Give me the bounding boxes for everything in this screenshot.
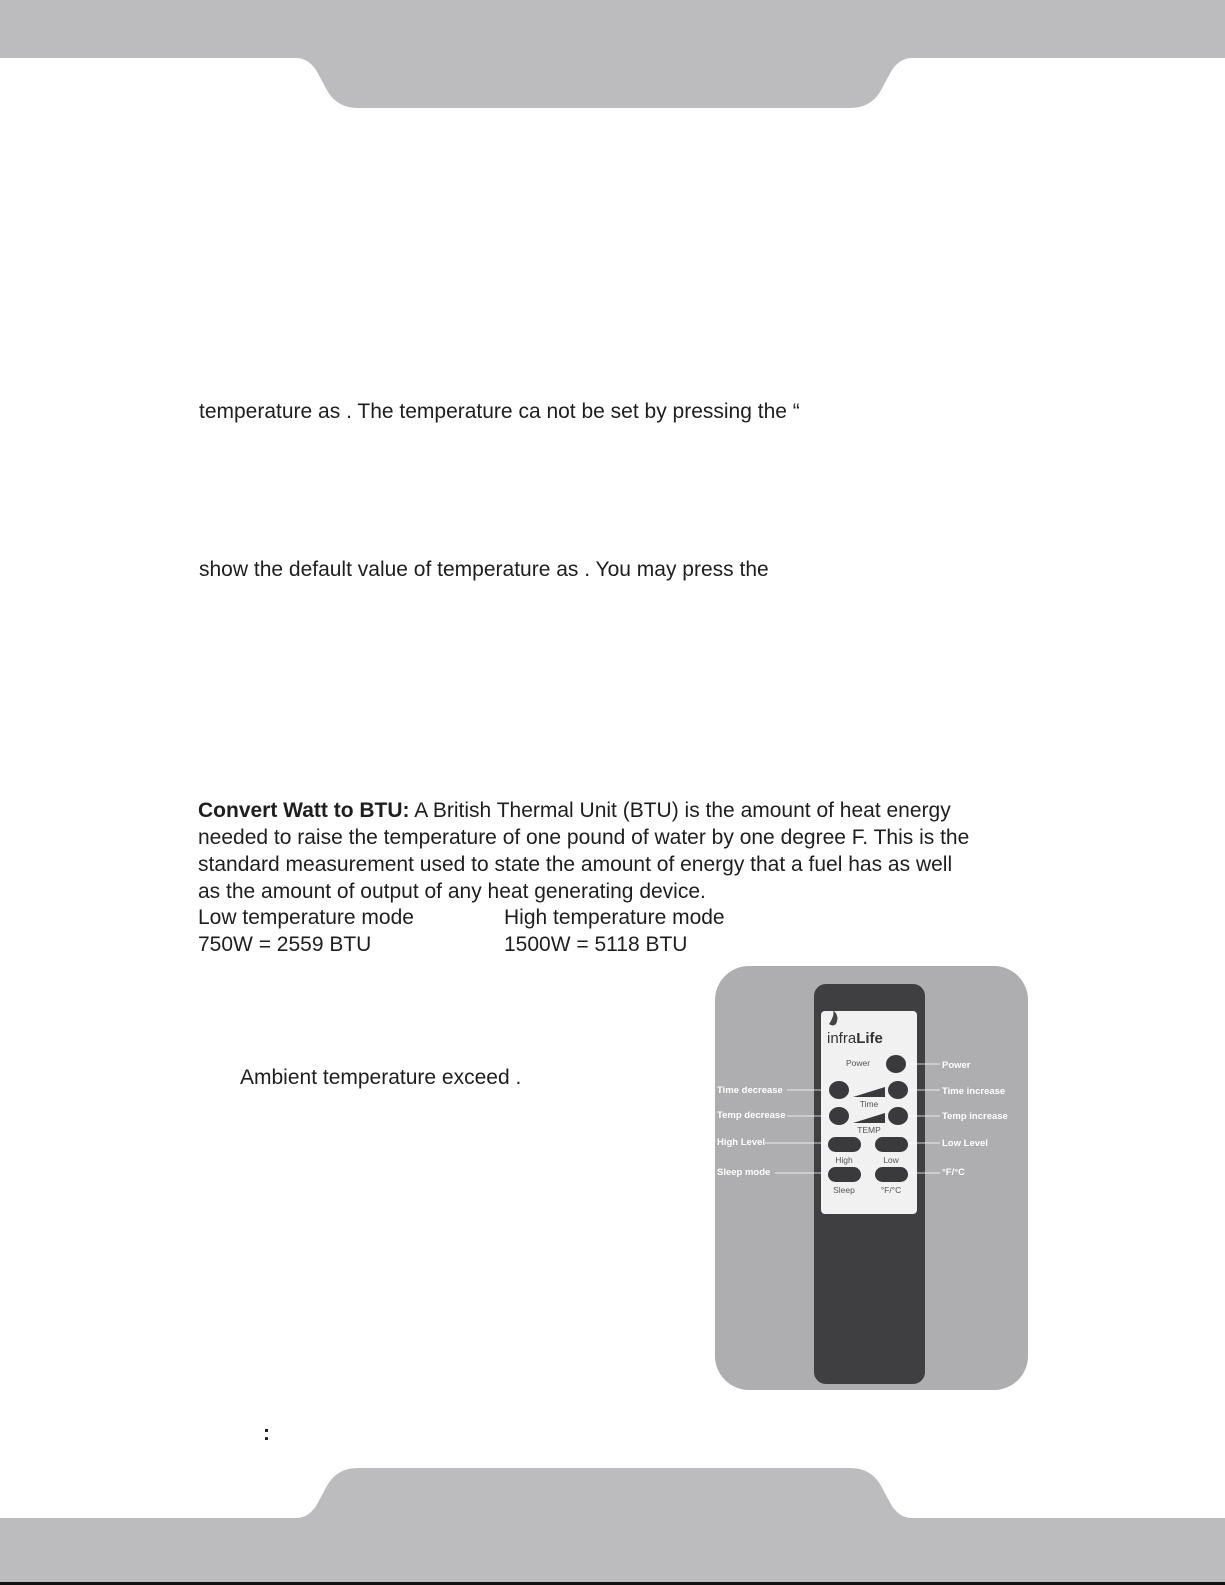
callout-unit-toggle: °F/°C [942, 1167, 965, 1178]
temperature-line-2: show the default value of temperature as . You may press the [199, 558, 769, 581]
power-button [886, 1055, 906, 1073]
power-button-text: Power [845, 1058, 871, 1068]
callout-temp-decrease: Temp decrease [717, 1110, 786, 1121]
remote-control-photo [715, 966, 1028, 1390]
low-button [875, 1137, 908, 1152]
callout-sleep-mode: Sleep mode [717, 1167, 771, 1178]
temp-increase-button [888, 1107, 908, 1125]
sleep-button [828, 1167, 861, 1182]
low-mode-label: Low temperature mode [198, 906, 414, 929]
callout-low-level: Low Level [942, 1138, 988, 1149]
low-button-text: Low [883, 1155, 899, 1165]
unit-toggle-button [875, 1167, 908, 1182]
btu-heading: Convert Watt to BTU: [198, 799, 410, 822]
high-button [828, 1137, 861, 1152]
high-button-text: High [835, 1155, 853, 1165]
callout-time-increase: Time increase [942, 1086, 1006, 1097]
callout-power: Power [942, 1060, 971, 1071]
callout-high-level: High Level [717, 1137, 766, 1148]
high-mode-value: 1500W = 5118 BTU [504, 933, 688, 956]
callout-temp-increase: Temp increase [942, 1111, 1008, 1122]
temp-decrease-button [829, 1107, 849, 1125]
btu-paragraph [198, 797, 978, 905]
time-button-text: Time [859, 1099, 879, 1109]
brand-logo: infraLife [827, 1030, 883, 1047]
btu-body: A British Thermal Unit (BTU) is the amount of heat energy needed to raise the temperature of one pound of water by one degree F. This is the standard measurement used to state the amount of energy that a fuel has as well as the amount of output of any heat generating device. [198, 799, 970, 903]
time-decrease-button [829, 1081, 849, 1099]
temperature-line-1: temperature as . The temperature ca not be set by pressing the “ [199, 400, 800, 423]
temp-button-text: TEMP [857, 1125, 881, 1135]
sleep-button-text: Sleep [833, 1185, 855, 1195]
ambient-temperature-note: Ambient temperature exceed . [240, 1066, 522, 1089]
callout-time-decrease: Time decrease [717, 1085, 783, 1096]
colon-mark: : [263, 1422, 270, 1445]
low-mode-value: 750W = 2559 BTU [198, 933, 372, 956]
page-footer-band [0, 1450, 1225, 1585]
page-header-band [0, 0, 1225, 120]
unit-button-text: °F/°C [880, 1185, 902, 1195]
high-mode-label: High temperature mode [504, 906, 725, 929]
time-increase-button [888, 1081, 908, 1099]
